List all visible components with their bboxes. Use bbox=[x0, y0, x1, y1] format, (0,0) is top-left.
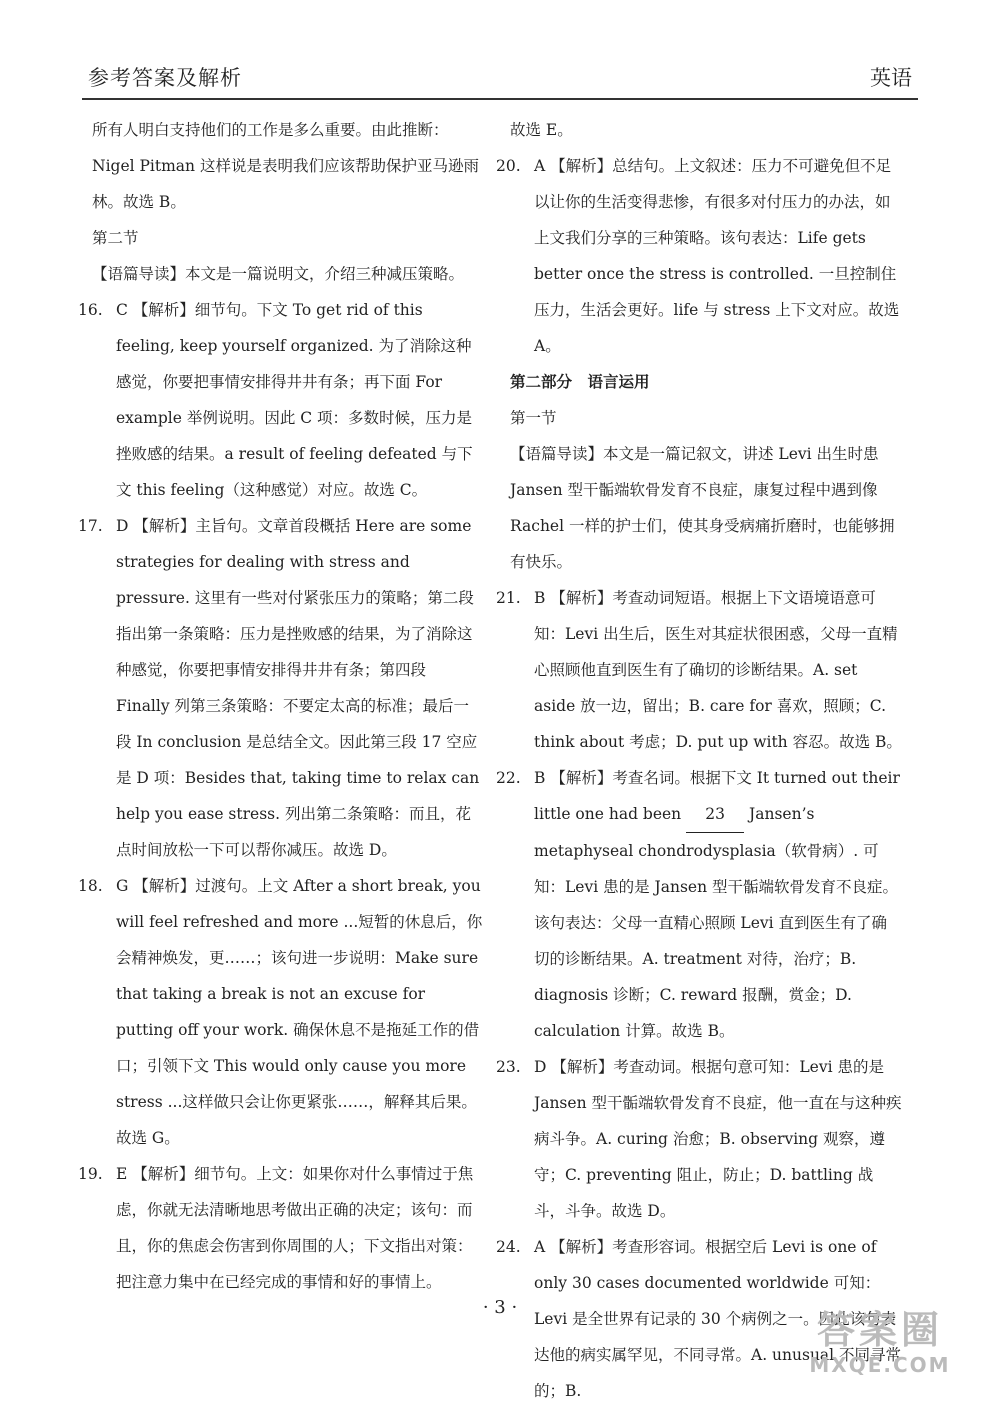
question-number: 16. bbox=[78, 301, 103, 319]
paragraph: 所有人明白支持他们的工作是多么重要。由此推断：Nigel Pitman 这样说是表明我们应该帮助保护亚马逊雨林。故选 B。 bbox=[92, 121, 479, 211]
answer-item bbox=[496, 148, 902, 364]
header-subject: 英语 bbox=[870, 66, 912, 90]
answer-text: G 【解析】过渡句。上文 After a short break, you will feel refreshed and more ...短暂的休息后，你会精神焕发，更……；该句进一步说明：Make sure that taking a break is not an excuse for putting off your work. 确保休息不是拖延工作的借口；引领下文 This would only cause you more stress ...这样做只会让你更紧张……，解释其后果。故选 G。 bbox=[116, 877, 483, 1147]
question-number: 21. bbox=[496, 589, 521, 607]
answer-item bbox=[496, 1049, 902, 1229]
blank-23: 23 bbox=[686, 796, 744, 833]
question-number: 24. bbox=[496, 1238, 521, 1256]
section-heading: 第二节 bbox=[92, 229, 139, 247]
question-number: 23. bbox=[496, 1058, 521, 1076]
question-number: 22. bbox=[496, 769, 521, 787]
answer-item bbox=[78, 1156, 484, 1300]
answer-text: D 【解析】主旨句。文章首段概括 Here are some strategies for dealing with stress and pressure. 这里有一些对付紧张压力的策略；第二段指出第一条策略：压力是挫败感的结果，为了消除这种感觉，你要把事情安排得井井有条；第四段 Finally 列第三条策略：不要定太高的标准；最后一段 In conclusion 是总结全文。因此第三段 17 空应是 D 项：Besides that, taking time to relax can help you ease stress. 列出第二条策略：而且，花点时间放松一下可以帮你减压。故选 D。 bbox=[116, 517, 480, 859]
answer-text: A 【解析】总结句。上文叙述：压力不可避免但不足以让你的生活变得悲惨，有很多对付压力的办法，如上文我们分享的三种策略。该句表达：Life gets better once the stress is controlled. 一旦控制住压力，生活会更好。life 与 stress 上下文对应。故选 A。 bbox=[534, 157, 900, 355]
answer-text: B 【解析】考查动词短语。根据上下文语境语意可知：Levi 出生后，医生对其症状很困惑，父母一直精心照顾他直到医生有了确切的诊断结果。A. set aside 放一边，留出；B. care for 喜欢，照顾；C. think about 考虑；D. put up with 容忍。故选 B。 bbox=[534, 589, 902, 751]
paragraph: 【语篇导读】本文是一篇说明文，介绍三种减压策略。 bbox=[92, 265, 465, 283]
answer-item bbox=[78, 292, 484, 508]
question-number: 19. bbox=[78, 1165, 103, 1183]
left-column bbox=[78, 112, 484, 1300]
page-number: · 3 · bbox=[482, 1297, 518, 1318]
section-heading: 第一节 bbox=[510, 409, 557, 427]
answer-text: E 【解析】细节句。上文：如果你对什么事情过于焦虑，你就无法清晰地思考做出正确的决定；该句：而且，你的焦虑会伤害到你周围的人；下文指出对策：把注意力集中在已经完成的事情和好的事情上。 bbox=[116, 1165, 474, 1291]
answer-item bbox=[78, 868, 484, 1156]
question-number: 20. bbox=[496, 157, 521, 175]
answer-text: D 【解析】考查动词。根据句意可知：Levi 患的是 Jansen 型干骺端软骨发育不良症，他一直在与这种疾病斗争。A. curing 治愈；B. observing 观察，遵守；C. preventing 阻止，防止；D. battling 战斗，斗争。故选 D。 bbox=[534, 1058, 902, 1220]
answer-text: Jansen’s metaphyseal chondrodysplasia（软骨病）. 可知：Levi 患的是 Jansen 型干骺端软骨发育不良症。该句表达：父母一直精心照顾 Levi 直到医生有了确切的诊断结果。A. treatment 对待，治疗；B. diagnosis 诊断；C. reward 报酬，赏金；D. calculation 计算。故选 B。 bbox=[534, 805, 899, 1040]
watermark-text: 答案圈 bbox=[816, 1308, 943, 1352]
paragraph: 【语篇导读】本文是一篇记叙文，讲述 Levi 出生时患 Jansen 型干骺端软骨发育不良症，康复过程中遇到像 Rachel 一样的护士们，使其身受病痛折磨时，也能够拥有快乐。 bbox=[510, 445, 895, 571]
watermark-logo bbox=[790, 1307, 970, 1387]
answer-text: B 【解析】考查名词。根据下文 It turned out their little one had been bbox=[534, 769, 900, 823]
answer-item bbox=[78, 508, 484, 868]
page-header bbox=[82, 56, 918, 100]
section-heading: 第二部分 语言运用 bbox=[510, 372, 650, 391]
answer-text: C 【解析】细节句。下文 To get rid of this feeling, keep yourself organized. 为了消除这种感觉，你要把事情安排得井井有条；再下面 For example 举例说明。因此 C 项：多数时候，压力是挫败感的结果。a result of feeling defeated 与下文 this feeling（这种感觉）对应。故选 C。 bbox=[116, 301, 473, 499]
answer-item bbox=[496, 580, 902, 760]
watermark-url: MXQE.COM bbox=[809, 1353, 951, 1377]
paragraph: 故选 E。 bbox=[510, 121, 573, 139]
question-number: 18. bbox=[78, 877, 103, 895]
header-title: 参考答案及解析 bbox=[88, 66, 242, 90]
question-number: 17. bbox=[78, 517, 103, 535]
answer-item bbox=[496, 760, 902, 1049]
answer-text: A 【解析】考查形容词。根据空后 Levi is one of only 30 cases documented worldwide 可知：Levi 是全世界有记录的 30 个病例之一。因此该句表达他的病实属罕见，不同寻常。A. unusual 不同寻常的；B. bbox=[534, 1238, 902, 1400]
right-column bbox=[496, 112, 902, 1409]
